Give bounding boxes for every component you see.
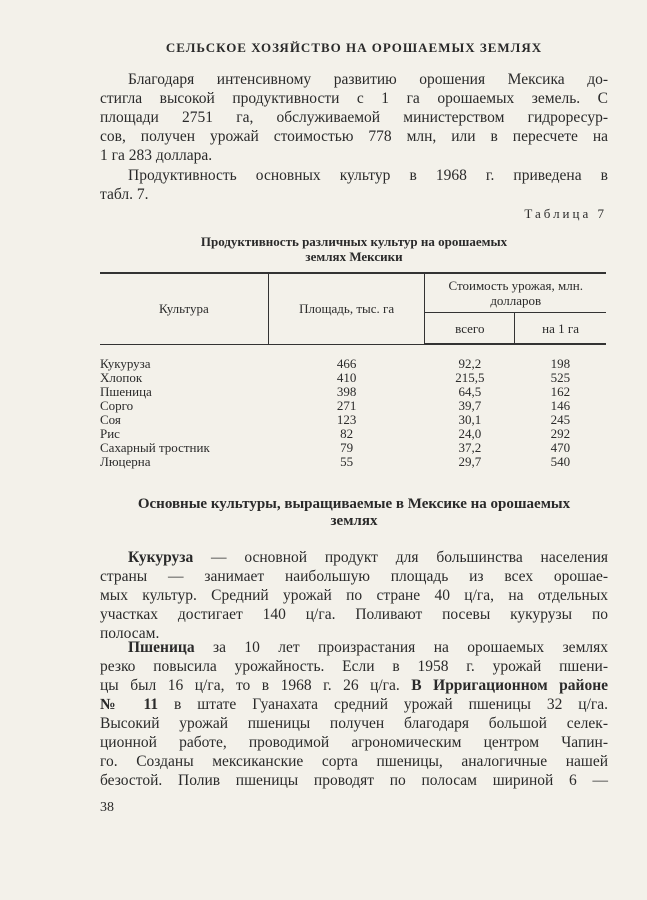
table-label: Таблица 7 [524,206,607,221]
cell-area: 55 [340,454,354,469]
cell-crop: Кукуруза [100,355,151,371]
wheat-line: ционной работе, проводимой агрономическим центром Чапин- [100,734,608,751]
intro-line: сов, получен урожай стоимостью 778 млн, или в пересчете на [100,128,608,145]
cell-area: 398 [336,384,357,399]
section-title-line: землях [330,513,378,529]
table-row [100,385,606,399]
cell-crop: Рис [100,426,120,441]
table-caption [100,234,608,264]
table-body [100,344,606,469]
corn-line: участках достигает 140 ц/га. Поливают посевы кукурузы по [100,606,608,623]
intro-paragraph-2 [100,166,608,204]
wheat-line3-start: цы был 16 ц/га, то в 1968 г. 26 ц/га. [100,677,412,694]
table-row [100,413,606,427]
cell-per-ha: 540 [550,454,571,469]
intro-line: стигла высокой продуктивности с 1 га орошаемых земель. С [100,90,608,107]
cell-per-ha: 198 [550,356,571,371]
corn-line: страны — занимает наибольшую площадь из всех орошае- [100,568,608,585]
corn-line [100,548,608,567]
cell-crop: Сорго [100,398,134,413]
table-row [100,441,606,455]
cell-total: 24,0 [458,426,482,441]
header-total: всего [425,313,515,345]
cell-area: 271 [336,398,357,413]
intro-paragraph [100,70,608,165]
cell-crop: Сахарный тростник [100,440,210,455]
cell-total: 215,5 [455,370,485,385]
cell-crop: Хлопок [100,370,143,385]
corn-line: мых культур. Средний урожай по стране 40 ц/га, на отдельных [100,587,608,604]
cell-crop: Пшеница [100,384,152,399]
cell-crop: Люцерна [100,454,151,469]
cell-total: 92,2 [458,356,482,371]
cell-total: 29,7 [458,454,482,469]
wheat-line: Высокий урожай пшеницы получен благодаря большой селек- [100,715,608,732]
wheat-line [100,638,608,657]
cell-per-ha: 162 [550,384,571,399]
table-caption-line: Продуктивность различных культур на орошаемых [200,234,508,249]
corn-lead: Кукуруза [128,549,194,566]
cell-per-ha: 146 [550,398,571,413]
table-caption-line: землях Мексики [305,249,403,264]
wheat-line [100,695,608,714]
intro-line: 1 га 283 доллара. [100,147,213,164]
table-row [100,399,606,413]
page-title: СЕЛЬСКОЕ ХОЗЯЙСТВО НА ОРОШАЕМЫХ ЗЕМЛЯХ [165,40,543,55]
cell-area: 410 [336,370,357,385]
corn-first-rest: — основной продукт для большинства населения [193,549,608,566]
intro2-line: Продуктивность основных культур в 1968 г. приведена в [128,167,608,184]
cell-per-ha: 245 [550,412,571,427]
intro2-line: табл. 7. [100,186,149,203]
cell-per-ha: 525 [550,370,571,385]
intro-line: площади 2751 га, обслуживаемой министерством гидроресур- [100,109,608,126]
table-row [100,455,606,469]
cell-area: 123 [336,412,357,427]
wheat-line4-bold: № 11 [100,696,159,713]
wheat-first-rest: за 10 лет произрастания на орошаемых землях [194,639,608,656]
wheat-line: безостой. Полив пшеницы проводят по полосам шириной 6 — [100,772,608,789]
cell-area: 466 [336,355,357,371]
wheat-line: резко повысила урожайность. Если в 1958 г. урожай пшени- [100,658,608,675]
corn-paragraph [100,548,608,643]
table-row [100,344,606,371]
header-value: Стоимость урожая, млн. долларов [425,273,606,313]
cell-total: 39,7 [458,398,482,413]
cell-total: 30,1 [458,412,482,427]
cell-total: 64,5 [458,384,482,399]
section-title-line: Основные культуры, выращиваемые в Мексике на орошаемых [137,496,571,512]
page-number: 38 [100,800,114,815]
wheat-lead: Пшеница [128,639,195,656]
cell-crop: Соя [100,412,121,427]
wheat-line3-bold: В Ирригационном районе [411,677,608,694]
cell-total: 37,2 [458,440,482,455]
cell-per-ha: 470 [550,440,571,455]
corn-line: полосам. [100,625,160,642]
header-per-ha: на 1 га [515,313,606,345]
cell-area: 82 [340,426,354,441]
cell-per-ha: 292 [550,426,571,441]
wheat-line [100,676,608,695]
productivity-table [100,272,606,469]
section-title [100,496,608,530]
cell-area: 79 [340,440,354,455]
header-crop: Культура [100,273,268,344]
wheat-paragraph [100,638,608,790]
wheat-line: го. Созданы мексиканские сорта пшеницы, аналогичные нашей [100,753,608,770]
table-row [100,371,606,385]
header-area: Площадь, тыс. га [268,273,425,344]
intro-line: Благодаря интенсивному развитию орошения Мексика до- [128,71,608,88]
table-row [100,427,606,441]
wheat-line4-rest: в штате Гуанахата средний урожай пшеницы 32 ц/га. [158,696,608,713]
